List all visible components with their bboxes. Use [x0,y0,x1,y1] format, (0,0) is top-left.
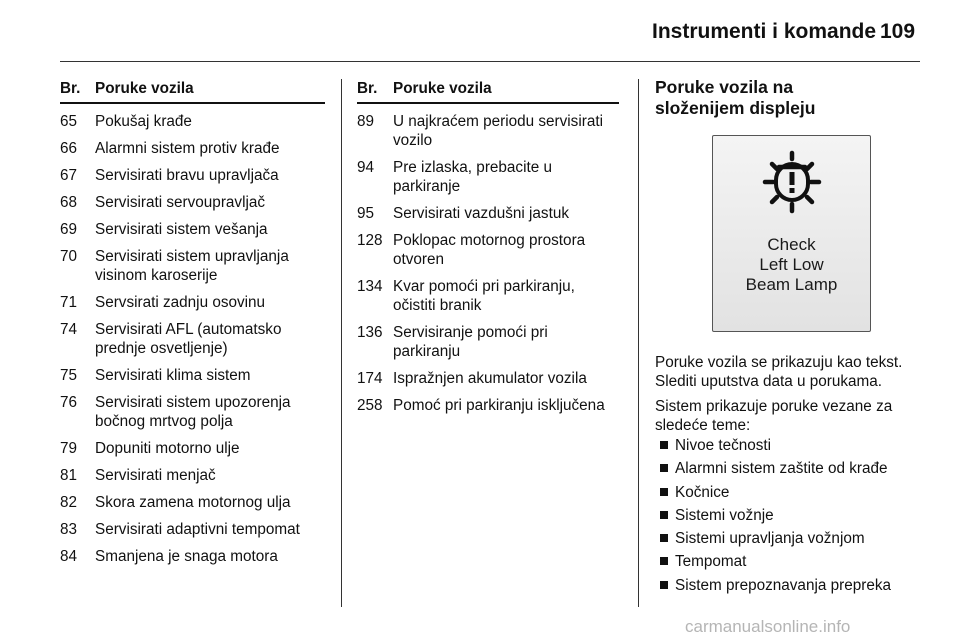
message-text: Servsirati zadnju osovinu [95,294,266,311]
table-row [357,112,619,150]
list-item [655,529,923,548]
message-number: 95 [357,205,375,222]
message-number: 76 [60,394,78,411]
page-header-title: Instrumenti i komande [652,20,877,43]
column-divider-2 [638,79,639,607]
message-number: 136 [357,324,383,341]
table-row [60,139,325,158]
message-number: 128 [357,232,383,249]
table-row [357,158,619,196]
table-row [357,231,619,269]
table-row [357,277,619,315]
message-text: Servisirati vazdušni jastuk [393,205,569,222]
bullet-square-icon [660,464,668,472]
message-text: Servisirati sistem vešanja [95,221,268,238]
list-item-text: Kočnice [675,483,730,501]
table-row [60,112,325,131]
message-number: 70 [60,248,78,265]
table-row [60,220,325,239]
message-text: Kvar pomoći pri parkiranju, očistiti branik [393,278,575,314]
page-number: 109 [880,20,916,43]
message-text: Servisirati bravu upravljača [95,167,279,184]
table-header [60,79,325,104]
section-heading-line: Poruke vozila na [655,77,794,97]
bullet-square-icon [660,441,668,449]
list-item-text: Sistemi vožnje [675,506,774,524]
message-number: 81 [60,467,78,484]
list-item-text: Sistem prepoznavanja prepreka [675,576,891,594]
table-row [60,247,325,285]
column-header-number: Br. [60,80,81,97]
display-line: Beam Lamp [745,275,838,294]
message-text: Servisirati AFL (automatsko prednje osvetljenje) [95,321,282,357]
message-text: Servisirati klima sistem [95,367,251,384]
table-row [357,369,619,388]
list-item-text: Tempomat [675,553,747,571]
message-text: Servisirati sistem upravljanja visinom karoserije [95,248,289,284]
table-row [60,293,325,312]
message-number: 84 [60,548,78,565]
section-heading-line: složenijem displeju [655,98,816,118]
list-item-text: Sistemi upravljanja vožnjom [675,530,865,548]
table-row [60,520,325,539]
table-row [357,323,619,361]
messages-table-left [60,79,325,566]
message-text: Ispražnjen akumulator vozila [393,370,587,387]
message-number: 82 [60,494,78,511]
message-number: 69 [60,221,78,238]
message-number: 79 [60,440,78,457]
section-heading [655,77,920,119]
list-item [655,459,923,478]
watermark: carmanualsonline.info [685,617,851,636]
column-header-message: Poruke vozila [393,80,492,97]
message-number: 67 [60,167,78,184]
paragraph: Sistem prikazuje poruke vezane za sledeće teme: [655,398,893,434]
message-text: U najkraćem periodu servisirati vozilo [393,113,603,149]
bullet-square-icon [660,557,668,565]
message-number: 71 [60,294,78,311]
paragraph: Poruke vozila se prikazuju kao tekst. Slediti uputstva data u porukama. [655,354,903,390]
bullet-square-icon [660,581,668,589]
table-header [357,79,619,104]
message-text: Alarmni sistem protiv krađe [95,140,280,157]
display-line: Left Low [759,255,824,274]
message-text: Pomoć pri parkiranju isključena [393,397,605,414]
column-divider-1 [341,79,342,607]
message-text: Pre izlaska, prebacite u parkiranje [393,159,552,195]
message-number: 89 [357,113,375,130]
list-item [655,506,923,525]
message-text: Servisirati sistem upozorenja bočnog mrtvog polja [95,394,291,430]
display-line: Check [767,235,816,254]
message-number: 174 [357,370,383,387]
message-text: Servisirati servoupravljač [95,194,266,211]
table-row [60,366,325,385]
message-text: Poklopac motornog prostora otvoren [393,232,586,268]
bullet-square-icon [660,534,668,542]
table-row [60,439,325,458]
header-divider [60,61,920,62]
topic-list [655,436,923,599]
message-number: 94 [357,159,375,176]
table-row [357,396,619,415]
list-item-text: Nivoe tečnosti [675,437,772,454]
message-number: 66 [60,140,78,157]
message-text: Pokušaj krađe [95,113,192,130]
list-item [655,436,923,455]
message-number: 75 [60,367,78,384]
list-item [655,576,923,595]
column-header-message: Poruke vozila [95,80,194,97]
messages-table-right [357,79,619,415]
message-text: Servisirati menjač [95,467,216,484]
message-number: 65 [60,113,78,130]
bullet-square-icon [660,488,668,496]
table-row [60,393,325,431]
list-item [655,483,923,502]
table-row [60,320,325,358]
table-row [60,493,325,512]
table-row [60,193,325,212]
bulb-warning-icon [713,136,870,231]
info-display-illustration [712,135,871,332]
message-number: 68 [60,194,78,211]
table-row [60,547,325,566]
message-text: Smanjena je snaga motora [95,548,278,565]
message-number: 134 [357,278,383,295]
message-text: Skora zamena motornog ulja [95,494,291,511]
table-row [357,204,619,223]
message-number: 83 [60,521,78,538]
message-text: Dopuniti motorno ulje [95,440,240,457]
message-text: Servisirati adaptivni tempomat [95,521,300,538]
message-number: 74 [60,321,78,338]
message-text: Servisiranje pomoći pri parkiranju [393,324,548,360]
display-message [713,235,870,295]
list-item-text: Alarmni sistem zaštite od krađe [675,460,888,478]
table-row [60,166,325,185]
column-header-number: Br. [357,80,378,97]
bullet-square-icon [660,511,668,519]
list-item [655,552,923,571]
table-row [60,466,325,485]
message-number: 258 [357,397,383,414]
